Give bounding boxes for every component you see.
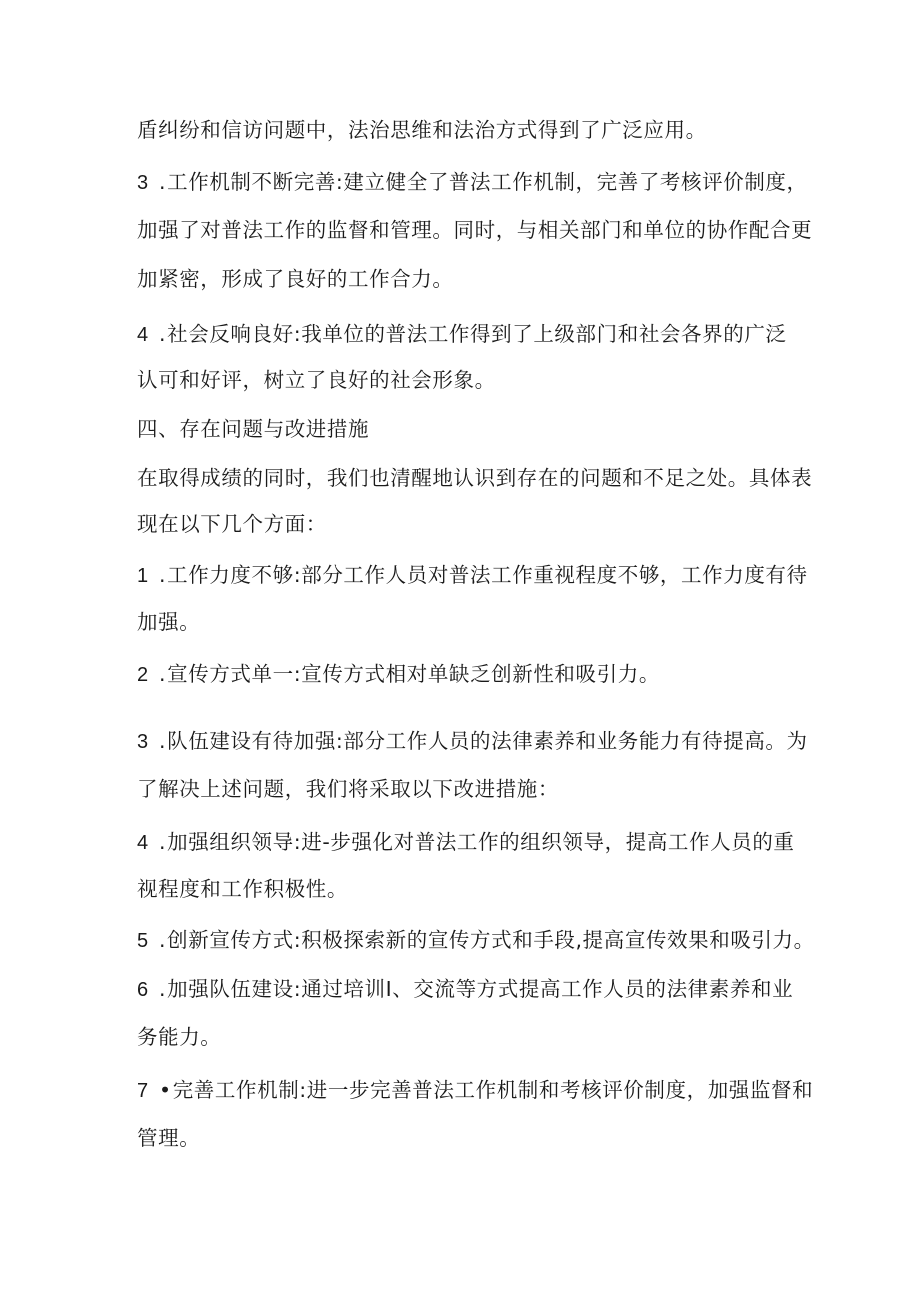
line-text: 创新宣传方式:积极探索新的宣传方式和手段,提高宣传效果和吸引力。 — [167, 928, 815, 952]
line-text: 完善工作机制:进一步完善普法工作机制和考核评价制度，加强监督和 — [172, 1078, 814, 1102]
text-line-16 — [137, 875, 797, 903]
item-number: 4 — [137, 324, 149, 346]
item-number: 4 — [137, 832, 149, 854]
text-line-19 — [137, 1023, 797, 1051]
text-line-3 — [137, 216, 813, 244]
heading-text: 四、存在问题与改进措施 — [137, 417, 370, 441]
item-separator: . — [159, 662, 167, 686]
section-heading — [137, 415, 797, 443]
list-item-3-mechanism — [137, 168, 808, 196]
line-text: 加紧密，形成了良好的工作合力。 — [137, 267, 454, 291]
item-number: 3 — [137, 731, 149, 753]
line-text: 管理。 — [137, 1126, 201, 1150]
line-text: 务能力。 — [137, 1025, 222, 1049]
line-text: 视程度和工作积极性。 — [137, 877, 348, 901]
item-separator: . — [159, 322, 167, 346]
line-text: 在取得成绩的同时，我们也清醒地认识到存在的问题和不足之处。具体表 — [137, 466, 813, 490]
line-text: 盾纠纷和信访问题中，法治思维和法治方式得到了广泛应用。 — [137, 118, 707, 142]
item-number: 3 — [137, 172, 149, 194]
item-separator: . — [159, 928, 167, 952]
item-number: 5 — [137, 930, 149, 952]
item-separator: . — [159, 830, 167, 854]
item-separator: . — [159, 977, 167, 1001]
item-number: 6 — [137, 979, 149, 1001]
line-text: 了解决上述问题，我们将采取以下改进措施： — [137, 777, 559, 801]
line-text: 加强组织领导:进-步强化对普法工作的组织领导，提高工作人员的重 — [167, 830, 795, 854]
text-line-9 — [137, 510, 797, 538]
item-separator: . — [159, 729, 167, 753]
list-item-2-publicity — [137, 660, 797, 688]
text-line-21 — [137, 1124, 797, 1152]
line-text: 加强队伍建设:通过培训I、交流等方式提高工作人员的法律素养和业 — [167, 977, 794, 1001]
text-line-8 — [137, 464, 813, 492]
text-line-1 — [137, 116, 797, 144]
line-text: 加强。 — [137, 610, 201, 634]
item-number: 1 — [137, 565, 149, 587]
line-text: 工作力度不够:部分工作人员对普法工作重视程度不够，工作力度有待 — [167, 563, 808, 587]
list-item-1-effort — [137, 561, 808, 589]
list-item-4-response — [137, 320, 797, 348]
text-line-4 — [137, 265, 797, 293]
list-item-3-team — [137, 727, 808, 755]
item-separator: . — [159, 170, 167, 194]
text-line-6 — [137, 366, 797, 394]
line-text: 加强了对普法工作的监督和管理。同时，与相关部门和单位的协作配合更 — [137, 218, 813, 242]
line-text: 工作机制不断完善:建立健全了普法工作机制，完善了考核评价制度， — [167, 170, 808, 194]
item-separator: . — [159, 563, 167, 587]
line-text: 认可和好评，树立了良好的社会形象。 — [137, 368, 496, 392]
item-separator: • — [159, 1078, 172, 1102]
text-line-14 — [137, 775, 797, 803]
list-item-4-leadership — [137, 828, 797, 856]
text-line-11 — [137, 608, 797, 636]
list-item-5-innovation — [137, 926, 815, 954]
item-number: 2 — [137, 664, 149, 686]
line-text: 社会反响良好:我单位的普法工作得到了上级部门和社会各界的广泛 — [167, 322, 787, 346]
item-number: 7 — [137, 1080, 149, 1102]
list-item-7-mechanism — [137, 1076, 814, 1104]
line-text: 现在以下几个方面： — [137, 512, 327, 536]
line-text: 队伍建设有待加强:部分工作人员的法律素养和业务能力有待提高。为 — [167, 729, 808, 753]
list-item-6-training — [137, 975, 797, 1003]
line-text: 宣传方式单一:宣传方式相对单缺乏创新性和吸引力。 — [167, 662, 660, 686]
